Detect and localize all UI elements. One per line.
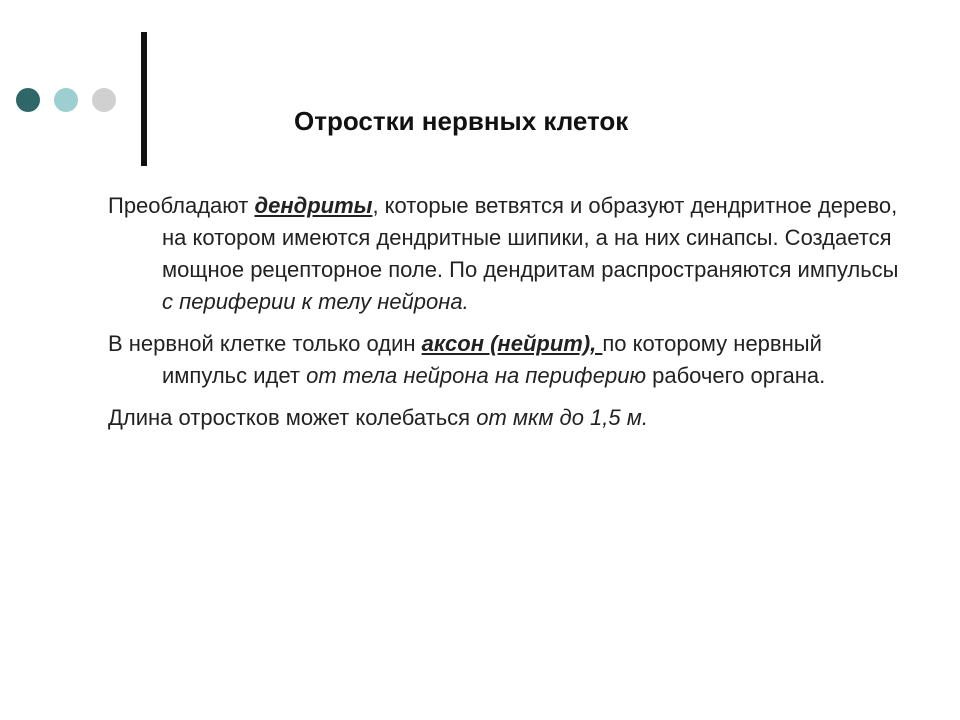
paragraph-length bbox=[108, 402, 908, 434]
decorative-dots bbox=[16, 88, 116, 112]
text-run: В нервной клетке только один bbox=[108, 331, 422, 356]
emphasis-text: от тела нейрона на периферию bbox=[306, 363, 646, 388]
text-run: , которые ветвятся и образуют дендритное дерево, на котором имеются дендритные шипики, а на них синапсы. Создается мощное рецепторное поле. По дендритам распространяются импульсы bbox=[162, 193, 899, 282]
slide-title: Отростки нервных клеток bbox=[294, 106, 629, 136]
emphasis-text: с периферии к телу нейрона. bbox=[162, 289, 469, 314]
term-axon: аксон (нейрит), bbox=[421, 331, 603, 356]
text-run: рабочего органа. bbox=[645, 363, 826, 388]
text-run: Преобладают bbox=[108, 193, 255, 218]
text-run: Длина отростков может колебаться bbox=[108, 405, 477, 430]
dot-light-gray bbox=[92, 88, 116, 112]
vertical-accent-bar bbox=[141, 32, 147, 166]
dot-dark-teal bbox=[16, 88, 40, 112]
term-dendrites: дендриты bbox=[254, 193, 373, 218]
paragraph-dendrites bbox=[108, 190, 908, 318]
slide-body bbox=[108, 190, 908, 444]
paragraph-axon bbox=[108, 328, 908, 392]
dot-light-teal bbox=[54, 88, 78, 112]
emphasis-text: от мкм до 1,5 м. bbox=[476, 405, 648, 430]
text-run: по которому нервный импульс идет bbox=[162, 331, 822, 388]
